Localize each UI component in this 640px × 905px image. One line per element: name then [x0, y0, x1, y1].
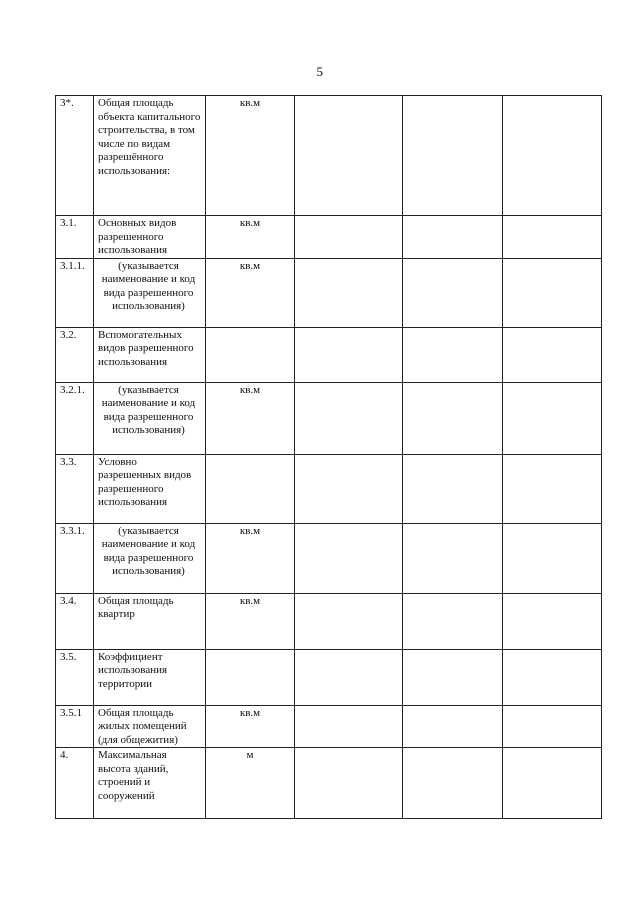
value-cell [295, 258, 403, 327]
row-number: 3.2.1. [56, 382, 94, 454]
table-row [56, 705, 602, 748]
row-number: 3.5.1 [56, 705, 94, 748]
value-cell [503, 96, 602, 216]
indicators-table [55, 95, 602, 819]
value-cell [295, 382, 403, 454]
value-cell [403, 454, 503, 523]
value-cell [503, 705, 602, 748]
value-cell [295, 327, 403, 382]
table-row [56, 96, 602, 216]
unit-cell [206, 454, 295, 523]
table-row [56, 593, 602, 649]
value-cell [503, 593, 602, 649]
row-number: 4. [56, 748, 94, 819]
indicator-name: Общая площадь жилых помещений (для общежития) [94, 705, 206, 748]
value-cell [503, 382, 602, 454]
value-cell [403, 748, 503, 819]
row-number: 3.3.1. [56, 523, 94, 593]
table-row [56, 454, 602, 523]
indicator-name: Условно разрешенных видов разрешенного использования [94, 454, 206, 523]
value-cell [403, 96, 503, 216]
value-cell [295, 649, 403, 705]
unit-cell: кв.м [206, 216, 295, 259]
table-row [56, 523, 602, 593]
indicator-name: Основных видов разрешенного использования [94, 216, 206, 259]
table-row [56, 258, 602, 327]
indicator-name: (указывается наименование и код вида разрешенного использования) [94, 382, 206, 454]
indicator-name: Вспомогательных видов разрешенного использования [94, 327, 206, 382]
indicator-name: Коэффициент использования территории [94, 649, 206, 705]
indicator-name: Общая площадь объекта капитального строительства, в том числе по видам разрешённого использования: [94, 96, 206, 216]
table-row [56, 649, 602, 705]
unit-cell: кв.м [206, 96, 295, 216]
row-number: 3.5. [56, 649, 94, 705]
unit-cell [206, 327, 295, 382]
value-cell [403, 593, 503, 649]
unit-cell: кв.м [206, 382, 295, 454]
value-cell [295, 748, 403, 819]
indicator-name: Общая площадь квартир [94, 593, 206, 649]
value-cell [295, 593, 403, 649]
row-number: 3.1. [56, 216, 94, 259]
row-number: 3.3. [56, 454, 94, 523]
row-number: 3.1.1. [56, 258, 94, 327]
unit-cell: кв.м [206, 523, 295, 593]
value-cell [403, 258, 503, 327]
table-row [56, 327, 602, 382]
row-number: 3.2. [56, 327, 94, 382]
value-cell [403, 327, 503, 382]
value-cell [503, 258, 602, 327]
value-cell [295, 523, 403, 593]
row-number: 3.4. [56, 593, 94, 649]
indicator-name: (указывается наименование и код вида разрешенного использования) [94, 523, 206, 593]
unit-cell: кв.м [206, 258, 295, 327]
unit-cell: кв.м [206, 593, 295, 649]
value-cell [403, 649, 503, 705]
value-cell [295, 216, 403, 259]
value-cell [503, 523, 602, 593]
unit-cell: кв.м [206, 705, 295, 748]
value-cell [403, 705, 503, 748]
value-cell [503, 748, 602, 819]
value-cell [503, 327, 602, 382]
value-cell [295, 454, 403, 523]
value-cell [403, 216, 503, 259]
value-cell [503, 216, 602, 259]
table-row [56, 748, 602, 819]
value-cell [403, 523, 503, 593]
table-row [56, 216, 602, 259]
unit-cell [206, 649, 295, 705]
value-cell [503, 454, 602, 523]
indicator-name: Максимальная высота зданий, строений и сооружений [94, 748, 206, 819]
unit-cell: м [206, 748, 295, 819]
value-cell [503, 649, 602, 705]
value-cell [295, 705, 403, 748]
table-row [56, 382, 602, 454]
value-cell [295, 96, 403, 216]
page-number: 5 [316, 64, 324, 79]
value-cell [403, 382, 503, 454]
row-number: 3*. [56, 96, 94, 216]
indicator-name: (указывается наименование и код вида разрешенного использования) [94, 258, 206, 327]
